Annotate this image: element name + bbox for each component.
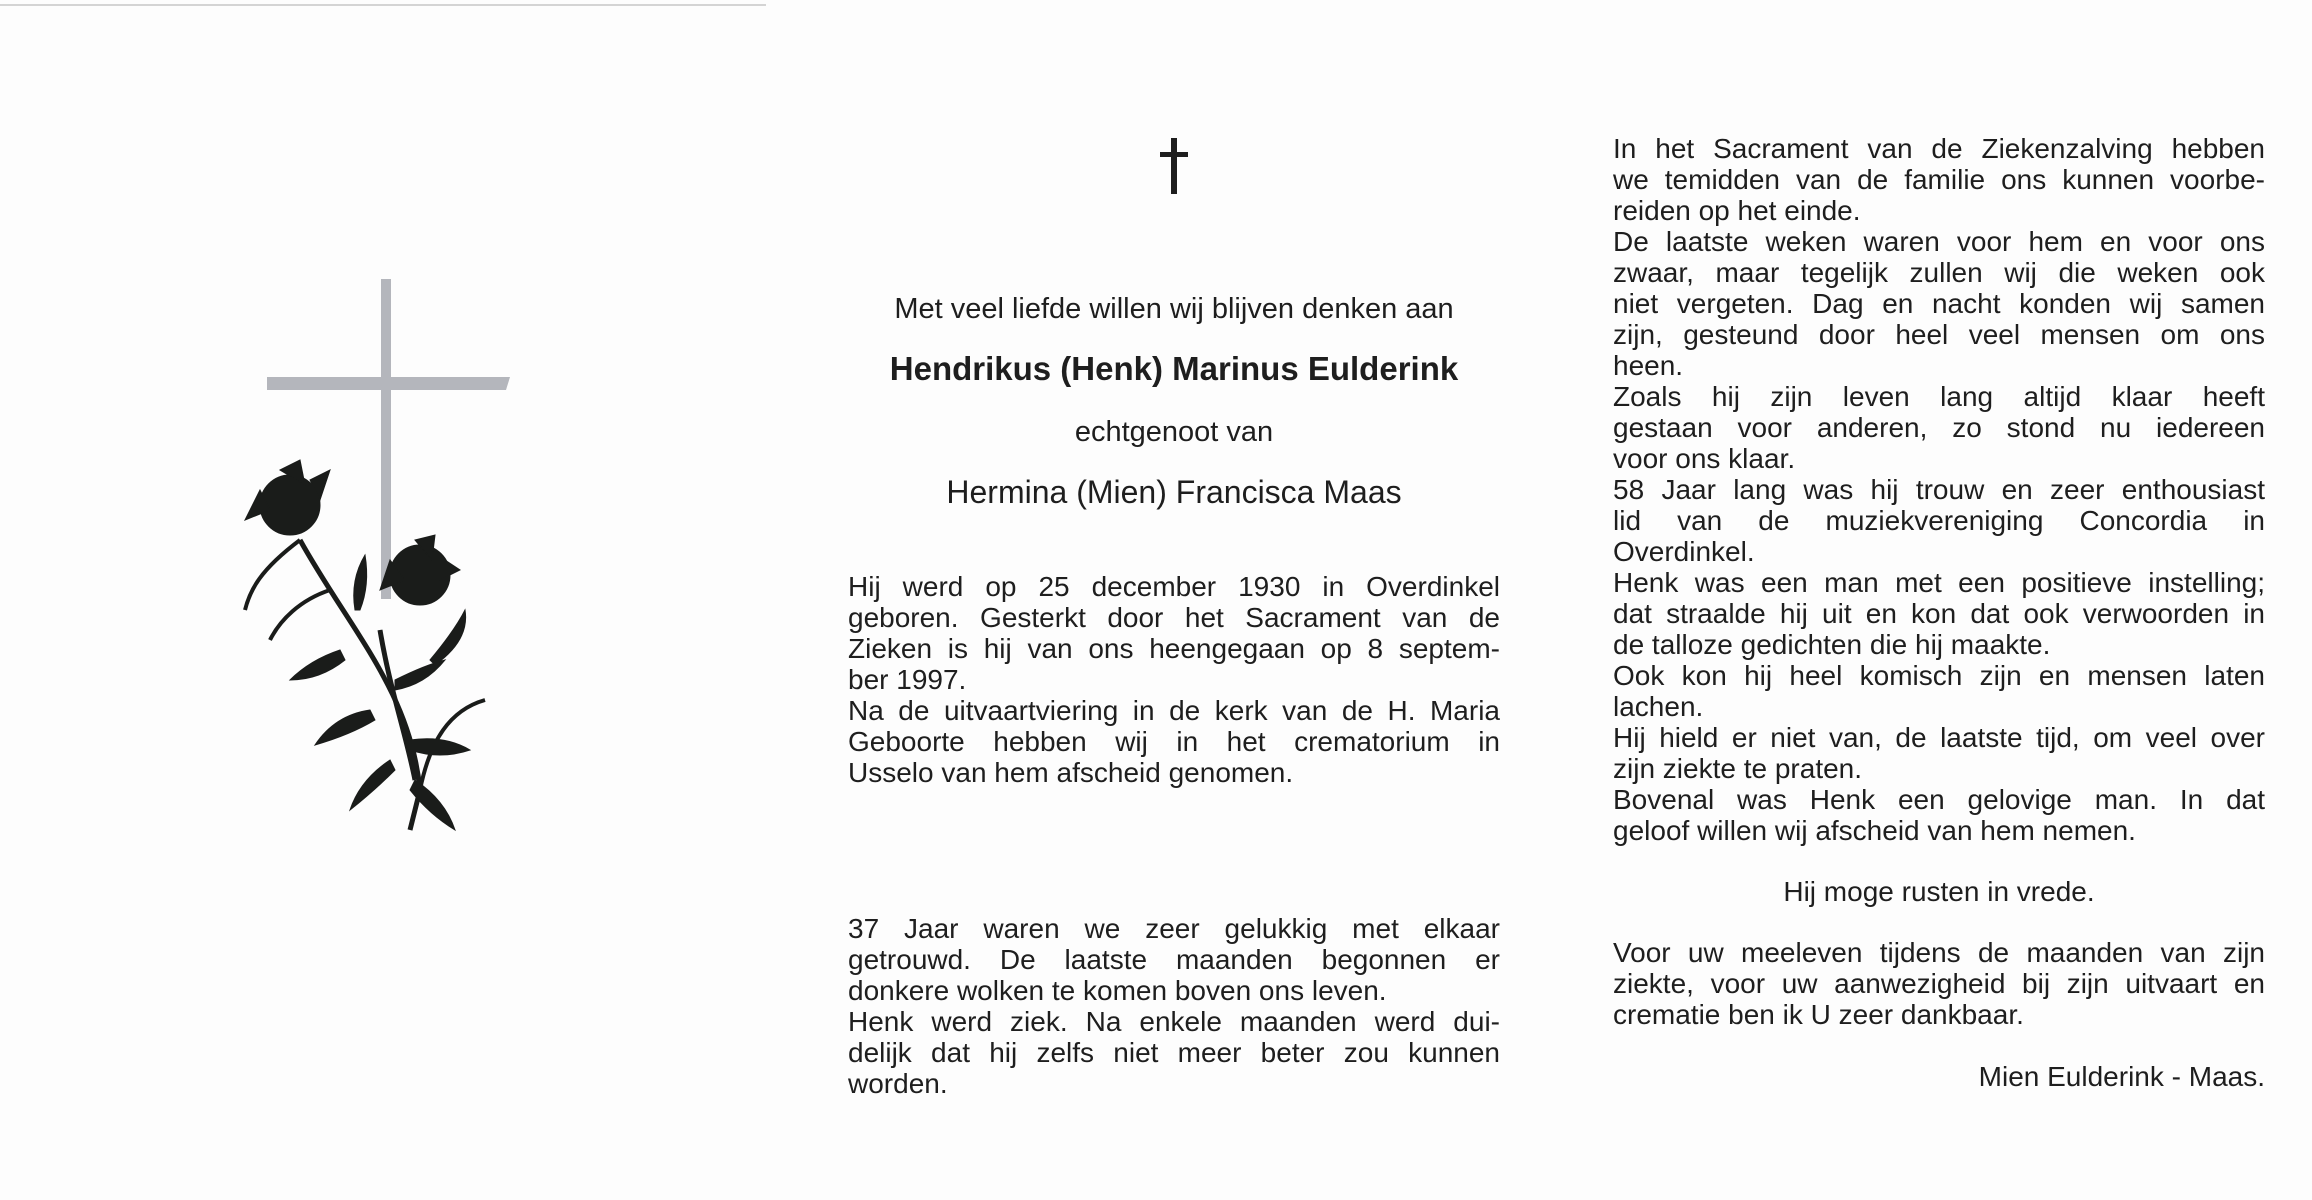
relation-text: echtgenoot van (1074, 416, 1274, 448)
thanks-text-block (1613, 937, 2265, 1030)
cross-with-flowers-illustration (220, 260, 550, 860)
text-line: Bovenal was Henk een gelovige man. In dat (1613, 784, 2265, 815)
text-line: Geboorte hebben wij in het crematorium in (848, 726, 1500, 757)
text-line: Zoals hij zijn leven lang altijd klaar heeft (1613, 381, 2265, 412)
text-line: Voor uw meeleven tijdens de maanden van zijn (1613, 937, 2265, 968)
cross-icon (1158, 138, 1190, 194)
text-line: dat straalde hij uit en kon dat ook verwoorden in (1613, 598, 2265, 629)
text-line: niet vergeten. Dag en nacht konden wij samen (1613, 288, 2265, 319)
middle-text-block-1 (848, 571, 1500, 788)
text-line: Ook kon hij heel komisch zijn en mensen laten (1613, 660, 2265, 691)
text-line: Overdinkel. (1613, 536, 1755, 567)
text-line: we temidden van de familie ons kunnen voorbe- (1613, 164, 2265, 195)
text-line: Na de uitvaartviering in de kerk van de H. Maria (848, 695, 1500, 726)
text-line: Henk was een man met een positieve instelling; (1613, 567, 2265, 598)
text-line: geboren. Gesterkt door het Sacrament van de (848, 602, 1500, 633)
scan-edge-line (0, 4, 766, 6)
text-line: de talloze gedichten die hij maakte. (1613, 629, 2051, 660)
right-text-block (1613, 133, 2265, 846)
text-line: 58 Jaar lang was hij trouw en zeer enthousiast (1613, 474, 2265, 505)
text-line: lid van de muziekvereniging Concordia in (1613, 505, 2265, 536)
text-line: Usselo van hem afscheid genomen. (848, 757, 1294, 788)
text-line: zijn ziekte te praten. (1613, 753, 1863, 784)
text-line: 37 Jaar waren we zeer gelukkig met elkaar (848, 913, 1500, 944)
text-line: In het Sacrament van de Ziekenzalving hebben (1613, 133, 2265, 164)
text-line: Hij hield er niet van, de laatste tijd, om veel over (1613, 722, 2265, 753)
text-line: heen. (1613, 350, 1684, 381)
text-line: De laatste weken waren voor hem en voor ons (1613, 226, 2265, 257)
text-line: delijk dat hij zelfs niet meer beter zou kunnen (848, 1037, 1500, 1068)
text-line: donkere wolken te komen boven ons leven. (848, 975, 1387, 1006)
text-line: zwaar, maar tegelijk zullen wij die weken ook (1613, 257, 2265, 288)
farewell-text (1613, 876, 2265, 907)
text-line: Zieken is hij van ons heengegaan op 8 septem- (848, 633, 1500, 664)
text-line: ber 1997. (848, 664, 967, 695)
text-line: lachen. (1613, 691, 1704, 722)
text-line: crematie ben ik U zeer dankbaar. (1613, 999, 2024, 1030)
deceased-name: Hendrikus (Henk) Marinus Eulderink (889, 350, 1459, 387)
signature-line: Mien Eulderink - Maas. (1978, 1061, 2265, 1092)
text-line: zijn, gesteund door heel veel mensen om ons (1613, 319, 2265, 350)
text-line: Henk werd ziek. Na enkele maanden werd dui- (848, 1006, 1500, 1037)
flower-icon (245, 460, 485, 830)
text-line: getrouwd. De laatste maanden begonnen er (848, 944, 1500, 975)
spouse-name: Hermina (Mien) Francisca Maas (946, 474, 1402, 510)
text-line: voor ons klaar. (1613, 443, 1796, 474)
text-line: reiden op het einde. (1613, 195, 1861, 226)
text-line: geloof willen wij afscheid van hem nemen. (1613, 815, 2136, 846)
signature (1613, 1061, 2265, 1092)
text-line: gestaan voor anderen, zo stond nu iedereen (1613, 412, 2265, 443)
farewell-line: Hij moge rusten in vrede. (1783, 876, 2095, 907)
middle-text-block-2 (848, 913, 1500, 1099)
text-line: ziekte, voor uw aanwezigheid bij zijn uitvaart en (1613, 968, 2265, 999)
intro-text: Met veel liefde willen wij blijven denken aan (894, 293, 1454, 325)
text-line: Hij werd op 25 december 1930 in Overdinkel (848, 571, 1500, 602)
text-line: worden. (848, 1068, 948, 1099)
